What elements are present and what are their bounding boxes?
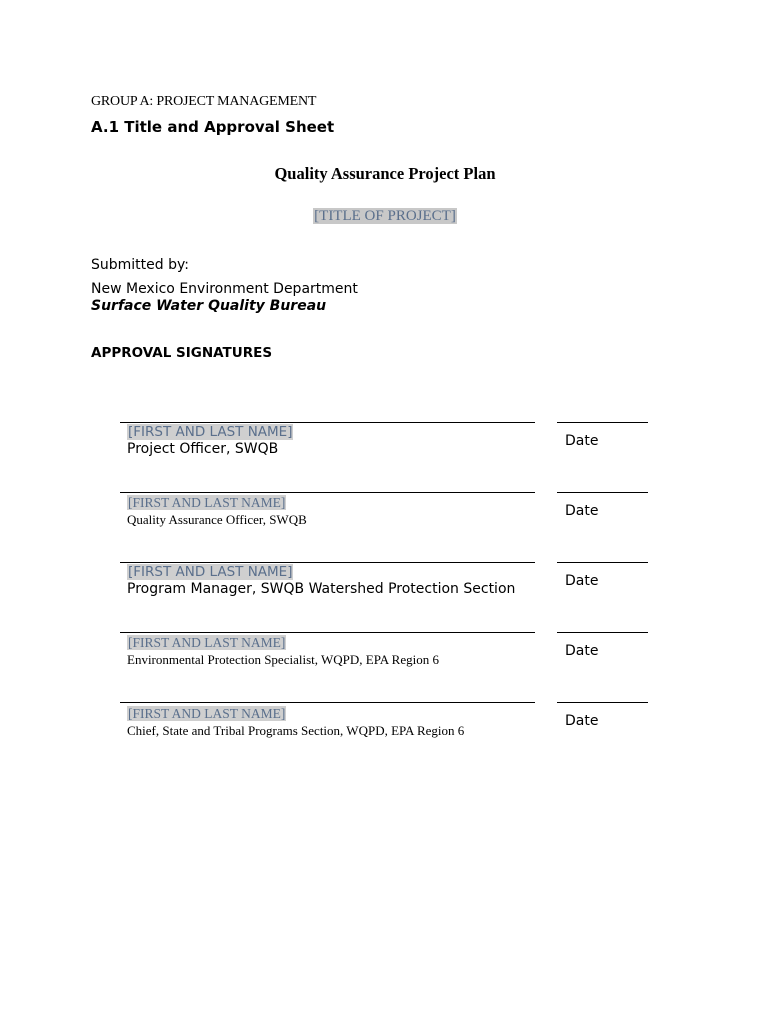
signatory-title: Environmental Protection Specialist, WQPD, EPA Region 6 [127, 652, 439, 667]
submitted-by-label: Submitted by: [91, 257, 189, 273]
signatory-name[interactable] [127, 706, 286, 722]
signatory-name-placeholder[interactable]: [FIRST AND LAST NAME] [128, 635, 286, 650]
signatory-name[interactable] [127, 564, 293, 580]
signature-line[interactable] [120, 632, 535, 633]
date-label: Date [565, 643, 599, 659]
date-label: Date [565, 433, 599, 449]
date-label: Date [565, 503, 599, 519]
signatory-title: Quality Assurance Officer, SWQB [127, 512, 307, 527]
date-line[interactable] [557, 632, 648, 633]
signatory-title: Chief, State and Tribal Programs Section, WQPD, EPA Region 6 [127, 723, 465, 738]
signature-line[interactable] [120, 702, 535, 703]
date-line[interactable] [557, 492, 648, 493]
signatory-name-placeholder[interactable]: [FIRST AND LAST NAME] [128, 424, 293, 440]
group-heading: GROUP A: PROJECT MANAGEMENT [91, 94, 317, 109]
signatory-title: Project Officer, SWQB [127, 441, 279, 457]
date-line[interactable] [557, 422, 648, 423]
signatory-name[interactable] [127, 424, 293, 440]
document-title: Quality Assurance Project Plan [274, 164, 496, 183]
signatory-name-placeholder[interactable]: [FIRST AND LAST NAME] [128, 564, 293, 580]
project-title-placeholder[interactable]: [TITLE OF PROJECT] [314, 208, 456, 224]
signatory-name[interactable] [127, 635, 286, 651]
project-title-row [0, 207, 770, 225]
signature-line[interactable] [120, 562, 535, 563]
section-heading: A.1 Title and Approval Sheet [91, 118, 335, 136]
date-label: Date [565, 573, 599, 589]
date-line[interactable] [557, 702, 648, 703]
approval-signatures-heading: APPROVAL SIGNATURES [91, 345, 273, 361]
signatory-name-placeholder[interactable]: [FIRST AND LAST NAME] [128, 706, 286, 721]
signatory-name-placeholder[interactable]: [FIRST AND LAST NAME] [128, 495, 286, 510]
signature-line[interactable] [120, 492, 535, 493]
signatory-name[interactable] [127, 495, 286, 511]
signatory-title: Program Manager, SWQB Watershed Protection Section [127, 581, 516, 597]
signature-line[interactable] [120, 422, 535, 423]
bureau-name: Surface Water Quality Bureau [91, 298, 327, 314]
date-line[interactable] [557, 562, 648, 563]
organization-name: New Mexico Environment Department [91, 281, 358, 297]
date-label: Date [565, 713, 599, 729]
